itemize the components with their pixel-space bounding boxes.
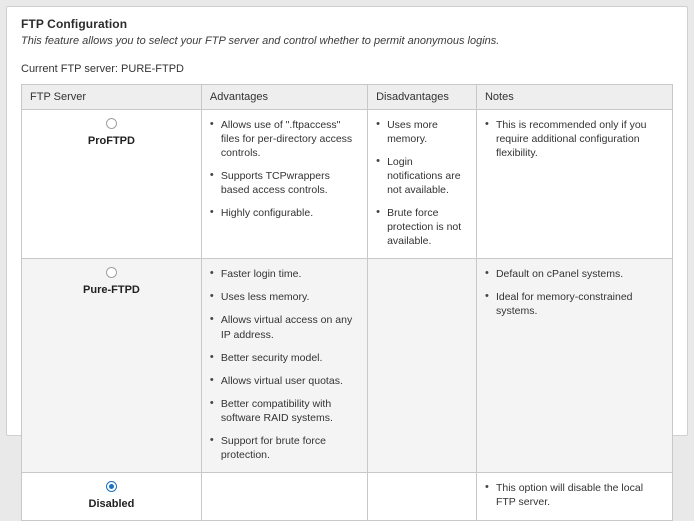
list-item: • Allows virtual access on any IP address. — [210, 313, 359, 341]
radio-pure-ftpd[interactable] — [106, 267, 117, 278]
server-name-label: ProFTPD — [87, 134, 135, 147]
column-header-notes: Notes — [476, 84, 672, 109]
table-header-row — [22, 84, 673, 109]
advantages-cell — [201, 109, 367, 259]
server-option-disabled[interactable] — [22, 472, 202, 520]
list-item: • Highly configurable. — [210, 206, 359, 220]
list-item: • Faster login time. — [210, 267, 359, 281]
list-item: • Uses less memory. — [210, 290, 359, 304]
column-header-disadvantages: Disadvantages — [368, 84, 477, 109]
table-body — [22, 109, 673, 520]
list-item: • Support for brute force protection. — [210, 434, 359, 462]
page-description: This feature allows you to select your FTP server and control whether to permit anonymous logins. — [21, 35, 500, 47]
ftp-configuration-panel — [6, 6, 688, 510]
panel-content — [7, 7, 687, 521]
list-item: • This option will disable the local FTP server. — [485, 481, 664, 509]
list-item: • Better compatibility with software RAID systems. — [210, 397, 359, 425]
table-row — [22, 259, 673, 473]
disadvantages-cell — [368, 472, 477, 520]
list-item: • Allows use of ".ftpaccess" files for per-directory access controls. — [210, 118, 359, 160]
list-item: • Allows virtual user quotas. — [210, 374, 359, 388]
list-item: • Better security model. — [210, 351, 359, 365]
list-item: • Uses more memory. — [376, 118, 468, 146]
disadvantages-cell — [368, 109, 477, 259]
list-item: • Supports TCPwrappers based access controls. — [210, 169, 359, 197]
notes-cell — [476, 472, 672, 520]
radio-disabled[interactable] — [106, 481, 117, 492]
server-option-proftpd[interactable] — [22, 109, 202, 259]
column-header-advantages: Advantages — [201, 84, 367, 109]
column-header-ftp-server: FTP Server — [22, 84, 202, 109]
advantages-cell — [201, 472, 367, 520]
advantages-cell — [201, 259, 367, 473]
notes-cell — [476, 109, 672, 259]
ftp-server-table — [21, 84, 673, 521]
list-item: • Ideal for memory-constrained systems. — [485, 290, 664, 318]
server-option-pure-ftpd[interactable] — [22, 259, 202, 473]
list-item: • Brute force protection is not available. — [376, 206, 468, 248]
list-item: • This is recommended only if you require additional configuration flexibility. — [485, 118, 664, 160]
notes-cell — [476, 259, 672, 473]
list-item: • Default on cPanel systems. — [485, 267, 664, 281]
table-row — [22, 472, 673, 520]
page-title: FTP Configuration — [21, 17, 128, 31]
server-name-label: Disabled — [88, 497, 135, 510]
list-item: • Login notifications are not available. — [376, 155, 468, 197]
table-row — [22, 109, 673, 259]
disadvantages-cell — [368, 259, 477, 473]
server-name-label: Pure-FTPD — [83, 284, 140, 297]
current-ftp-server-label: Current FTP server: PURE-FTPD — [21, 62, 184, 75]
radio-proftpd[interactable] — [106, 118, 117, 129]
